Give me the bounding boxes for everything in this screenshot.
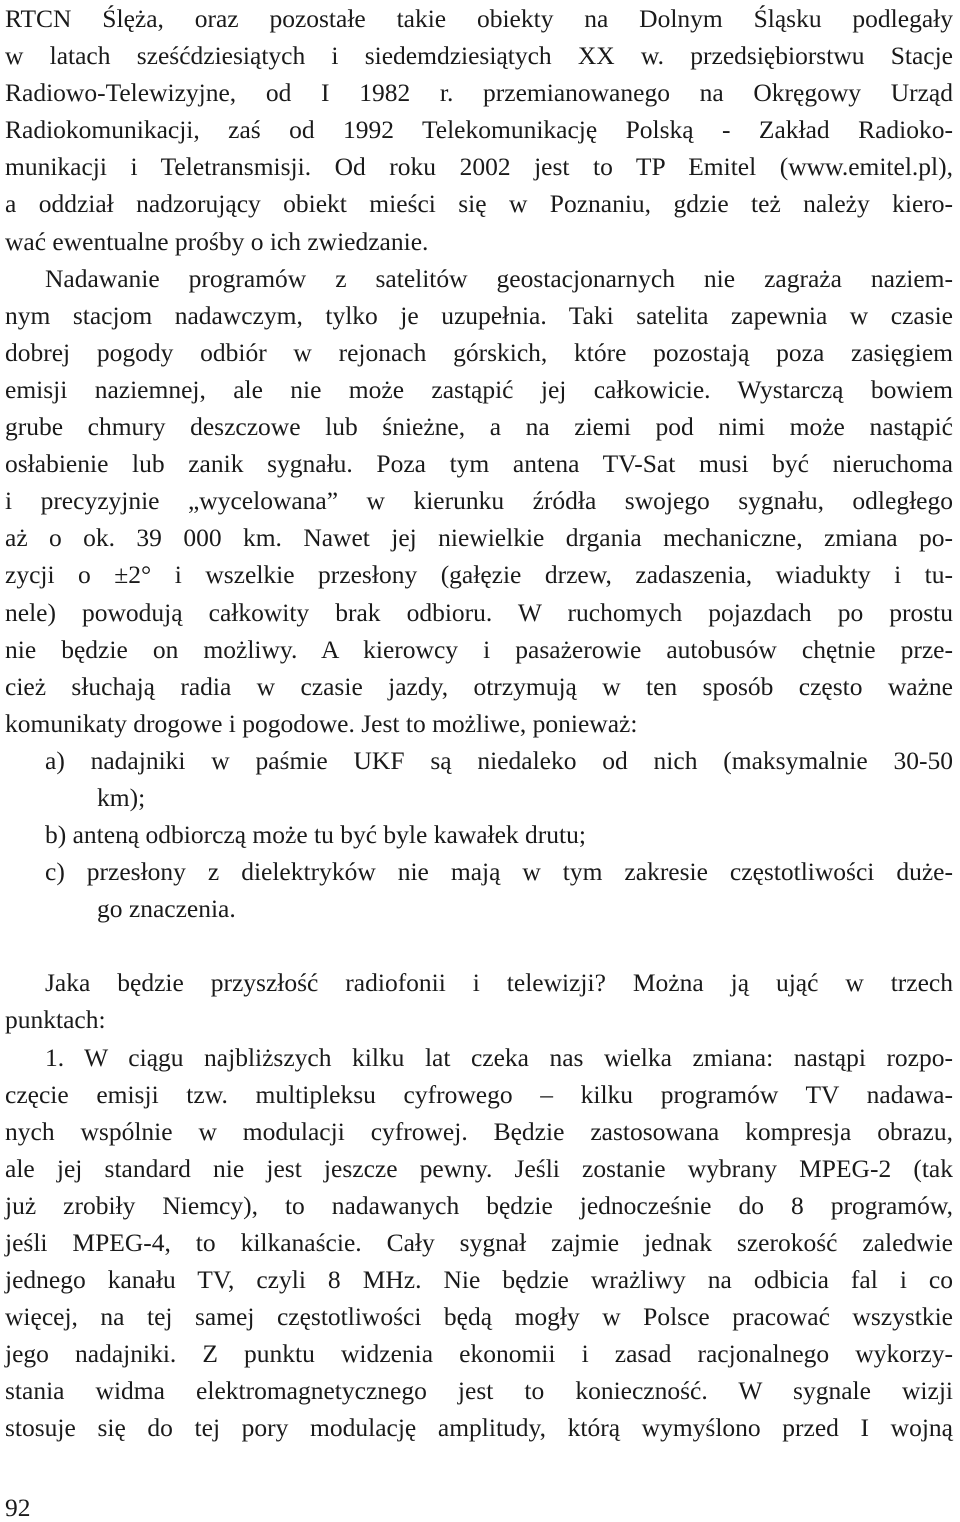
text-line: komunikaty drogowe i pogodowe. Jest to możliwe, ponieważ: — [5, 708, 638, 738]
text-line: cież słuchają radia w czasie jazdy, otrzymują w ten sposób często ważne — [5, 671, 953, 701]
text-line: w latach sześćdziesiątych i siedemdziesiątych XX w. przedsiębiorstwu Stacje — [5, 41, 953, 71]
text-line: nych wspólnie w modulacji cyfrowej. Będzie zastosowana kompresja obrazu, — [5, 1116, 953, 1146]
text-line: nele) powodują całkowity brak odbioru. W ruchomych pojazdach po prostu — [5, 597, 953, 627]
text-line: punktach: — [5, 1005, 106, 1035]
text-line: nym stacjom nadawczym, tylko je uzupełnia. Taki satelita zapewnia w czasie — [5, 300, 953, 330]
text-line: zycji o ±2° i wszelkie przesłony (gałęzie drzew, zadaszenia, wiadukty i tu- — [5, 560, 953, 590]
text-line: osłabienie lub zanik sygnału. Poza tym antena TV-Sat musi być nieruchoma — [5, 449, 953, 479]
text-line: stosuje się do tej pory modulację amplitudy, którą wymyślono przed I wojną — [5, 1413, 953, 1443]
text-line: nie będzie on możliwy. A kierowcy i pasażerowie autobusów chętnie prze- — [5, 634, 953, 664]
text-line: stania widma elektromagnetycznego jest to konieczność. W sygnale wizji — [5, 1376, 953, 1406]
text-line: więcej, na tej samej częstotliwości będą mogły w Polsce pracować wszystkie — [5, 1302, 953, 1332]
list-item: c) przesłony z dielektryków nie mają w tym zakresie częstotliwości duże- — [45, 857, 953, 887]
text-line: jeśli MPEG-4, to kilkanaście. Cały sygnał zajmie jednak szerokość zaledwie — [5, 1228, 953, 1257]
text-line: wać ewentualne prośby o ich zwiedzanie. — [5, 226, 429, 256]
text-line: Radiokomunikacji, zaś od 1992 Telekomunikację Polską - Zakład Radioko- — [5, 115, 953, 145]
text-line: RTCN Ślęża, oraz pozostałe takie obiekty na Dolnym Śląsku podlegały — [5, 4, 953, 33]
body-text — [5, 0, 953, 1447]
text-line: emisji naziemnej, ale nie może zastąpić jej całkowicie. Wystarczą bowiem — [5, 374, 953, 404]
text-line: jego nadajniki. Z punktu widzenia ekonomii i zasad racjonalnego wykorzy- — [5, 1339, 953, 1369]
text-line: Jaka będzie przyszłość radiofonii i telewizji? Można ją ująć w trzech — [45, 968, 953, 998]
page-number: 92 — [5, 1493, 31, 1522]
text-line: grube chmury deszczowe lub śnieżne, a na ziemi pod nimi może nastąpić — [5, 412, 953, 442]
list-item: a) nadajniki w paśmie UKF są niedaleko od nich (maksymalnie 30-50 — [45, 745, 953, 775]
numbered-item: 1. W ciągu najbliższych kilku lat czeka nas wielka zmiana: nastąpi rozpo- — [45, 1042, 953, 1072]
paragraph-gap — [5, 927, 953, 964]
list-item-continuation: km); — [97, 782, 146, 812]
text-line: ale jej standard nie jest jeszcze pewny. Jeśli zostanie wybrany MPEG-2 (tak — [5, 1153, 953, 1183]
text-line: Nadawanie programów z satelitów geostacjonarnych nie zagraża naziem- — [45, 263, 953, 293]
text-line: i precyzyjnie „wycelowana” w kierunku źródła swojego sygnału, odległego — [5, 486, 953, 516]
text-line: już zrobiły Niemcy), to nadawanych będzie jednocześnie do 8 programów, — [5, 1190, 953, 1220]
text-line: aż o ok. 39 000 km. Nawet jej niewielkie drgania mechaniczne, zmiana po- — [5, 523, 953, 553]
text-line: dobrej pogody odbiór w rejonach górskich, które pozostają poza zasięgiem — [5, 337, 953, 367]
list-item-continuation: go znaczenia. — [97, 894, 236, 924]
text-line: jednego kanału TV, czyli 8 MHz. Nie będzie wrażliwy na odbicia fal i co — [5, 1265, 953, 1295]
list-item: b) anteną odbiorczą może tu być byle kawałek drutu; — [45, 820, 586, 850]
text-line: częcie emisji tzw. multipleksu cyfrowego – kilku programów TV nadawa- — [5, 1079, 953, 1109]
text-line: munikacji i Teletransmisji. Od roku 2002 jest to TP Emitel (www.emitel.pl), — [5, 152, 953, 182]
text-line: Radiowo-Telewizyjne, od I 1982 r. przemianowanego na Okręgowy Urząd — [5, 78, 953, 108]
text-line: a oddział nadzorujący obiekt mieści się w Poznaniu, gdzie też należy kiero- — [5, 189, 953, 219]
